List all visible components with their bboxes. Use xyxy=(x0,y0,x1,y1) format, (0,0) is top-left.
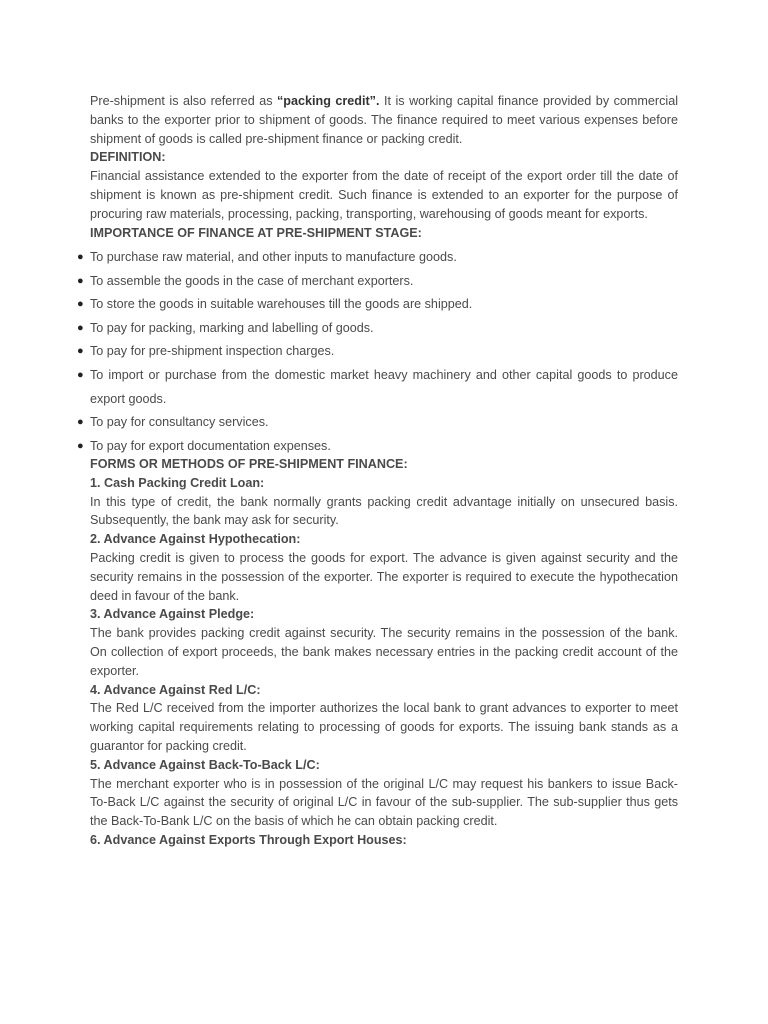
bullet-icon: ● xyxy=(77,439,84,452)
section-title: 1. Cash Packing Credit Loan: xyxy=(90,475,265,490)
section-title: 3. Advance Against Pledge: xyxy=(90,607,255,622)
section-title: 2. Advance Against Hypothecation: xyxy=(90,532,301,547)
intro-paragraph xyxy=(90,92,678,148)
section-text: In this type of credit, the bank normally grants packing credit advantage initially on unsecured basis. Subsequently, the bank may ask for security. xyxy=(90,494,678,528)
list-item xyxy=(77,246,678,270)
importance-list xyxy=(77,246,678,458)
list-item-text: To pay for packing, marking and labelling of goods. xyxy=(90,320,374,335)
definition-heading: DEFINITION: xyxy=(90,150,166,165)
bullet-icon: ● xyxy=(77,321,84,334)
section-text: The bank provides packing credit against security. The security remains in the possession of the bank. On collection of export proceeds, the bank makes necessary entries in the packing credit account of the exporter. xyxy=(90,626,678,678)
list-item xyxy=(77,317,678,341)
section-title: 6. Advance Against Exports Through Export Houses: xyxy=(90,832,407,847)
list-item xyxy=(77,340,678,364)
list-item-text: To pay for consultancy services. xyxy=(90,415,269,430)
list-item xyxy=(77,411,678,435)
forms-block xyxy=(90,455,678,850)
section-text: The Red L/C received from the importer authorizes the local bank to grant advances to exporter to meet working capital requirements relating to processing of goods for exports. The issuing bank stands as a guarantor for packing credit. xyxy=(90,701,678,753)
list-item-text: To store the goods in suitable warehouses till the goods are shipped. xyxy=(90,297,473,312)
bullet-icon: ● xyxy=(77,251,84,263)
intro-text-end: It is working capital finance provided by commercial banks to the exporter prior to shipment of goods. The finance required to meet various expenses before shipment of goods is called pre-shipment finance or packing credit. xyxy=(90,94,678,146)
intro-highlight: “packing credit”. xyxy=(277,94,380,108)
section-title: 4. Advance Against Red L/C: xyxy=(90,682,261,697)
bullet-icon: ● xyxy=(77,274,84,287)
bullet-icon: ● xyxy=(77,298,84,311)
importance-heading: IMPORTANCE OF FINANCE AT PRE-SHIPMENT STAGE: xyxy=(90,225,422,240)
intro-block xyxy=(90,92,678,242)
list-item-text: To purchase raw material, and other inputs to manufacture goods. xyxy=(90,250,457,264)
bullet-icon: ● xyxy=(77,345,84,358)
list-item-text: To pay for export documentation expenses. xyxy=(90,438,331,453)
list-item-text: To pay for pre-shipment inspection charges. xyxy=(90,344,335,359)
list-item xyxy=(77,293,678,317)
section-text: The merchant exporter who is in possession of the original L/C may request his bankers to issue Back-To-Back L/C against the security of original L/C in favour of the sub-supplier. The sub-supplier thus gets the Back-To-Bank L/C on the basis of which he can obtain packing credit. xyxy=(90,776,678,829)
section-text: Packing credit is given to process the goods for export. The advance is given against security and the security remains in the possession of the exporter. The exporter is required to execute the hypothecation deed in favour of the bank. xyxy=(90,550,678,603)
list-item-text: To import or purchase from the domestic market heavy machinery and other capital goods to produce export goods. xyxy=(90,367,678,406)
bullet-icon: ● xyxy=(77,368,84,381)
list-item-text: To assemble the goods in the case of merchant exporters. xyxy=(90,273,414,288)
definition-paragraph: Financial assistance extended to the exporter from the date of receipt of the export order till the date of shipment is known as pre-shipment credit. Such finance is extended to an exporter for the purpose of procuring raw materials, processing, packing, transporting, warehousing of goods meant for exports. xyxy=(90,169,678,221)
forms-heading: FORMS OR METHODS OF PRE-SHIPMENT FINANCE: xyxy=(90,457,408,471)
importance-list-block xyxy=(77,246,678,458)
section-title: 5. Advance Against Back-To-Back L/C: xyxy=(90,757,320,772)
list-item xyxy=(77,270,678,294)
intro-text-start: Pre-shipment is also referred as xyxy=(90,94,277,108)
list-item xyxy=(77,364,678,411)
bullet-icon: ● xyxy=(77,416,84,429)
